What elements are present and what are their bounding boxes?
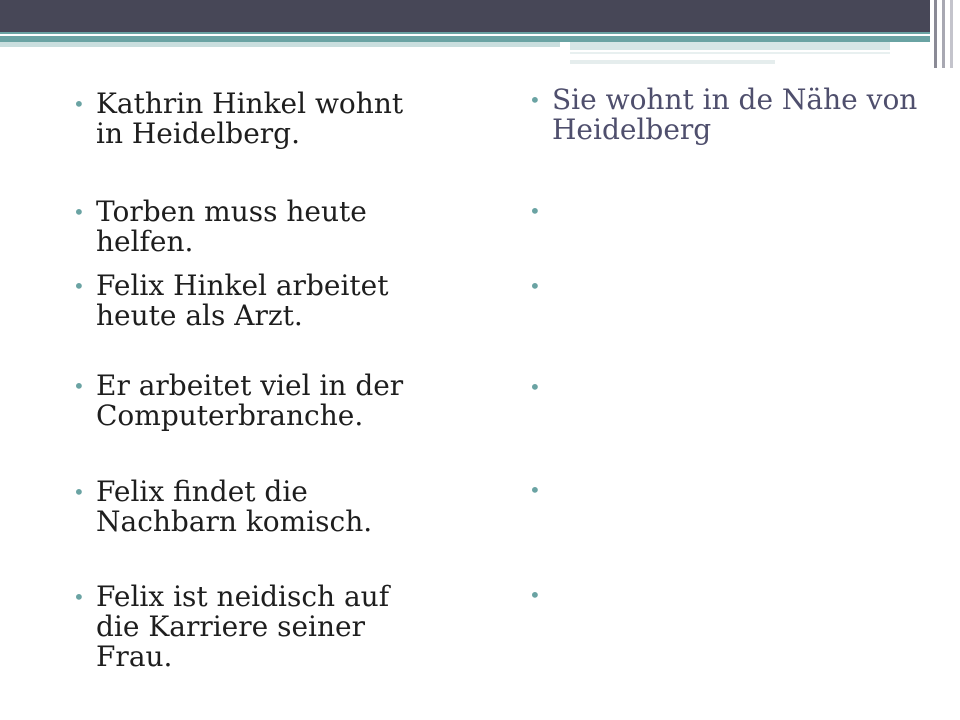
header-underline-right-line — [570, 52, 890, 54]
header-underline-short — [570, 60, 775, 64]
bullet-text: Felix Hinkel arbeitet heute als Arzt. — [96, 269, 389, 332]
bullet-icon: • — [529, 583, 541, 607]
bullet-icon: • — [73, 274, 85, 298]
bullet-text: Sie wohnt in de Nähe von Heidelberg — [552, 83, 918, 146]
bullet-text: Kathrin Hinkel wohnt in Heidelberg. — [96, 87, 404, 150]
bullet-icon: • — [529, 88, 541, 112]
left-bullet-item — [73, 582, 433, 672]
right-bullet-item — [529, 85, 949, 145]
bullet-icon: • — [73, 374, 85, 398]
left-bullet-item — [73, 197, 433, 257]
right-bullet-item — [529, 271, 552, 301]
bullet-icon: • — [73, 92, 85, 116]
bullet-icon: • — [529, 375, 541, 399]
left-bullet-item — [73, 371, 433, 431]
header-underline-left — [0, 42, 560, 47]
left-bullet-item — [73, 477, 433, 537]
right-bullet-item — [529, 475, 552, 505]
right-bullet-item — [529, 372, 552, 402]
bullet-icon: • — [73, 585, 85, 609]
bullet-icon: • — [73, 480, 85, 504]
left-bullet-item — [73, 89, 433, 149]
bullet-icon: • — [529, 199, 541, 223]
bullet-text: Felix findet die Nachbarn komisch. — [96, 475, 373, 538]
header-corner-decoration — [930, 0, 960, 68]
bullet-icon: • — [73, 200, 85, 224]
corner-bar — [942, 0, 945, 68]
right-bullet-item — [529, 196, 552, 226]
corner-bar — [950, 0, 953, 68]
right-bullet-item — [529, 580, 552, 610]
header-divider-line — [0, 34, 940, 36]
corner-bar — [934, 0, 937, 68]
bullet-text: Felix ist neidisch auf die Karriere seiner Frau. — [96, 580, 390, 673]
header-bar — [0, 0, 960, 32]
bullet-icon: • — [529, 478, 541, 502]
bullet-text: Torben muss heute helfen. — [96, 195, 367, 258]
bullet-icon: • — [529, 274, 541, 298]
header-underline-right — [570, 42, 890, 50]
left-bullet-item — [73, 271, 433, 331]
bullet-text: Er arbeitet viel in der Computerbranche. — [96, 369, 404, 432]
